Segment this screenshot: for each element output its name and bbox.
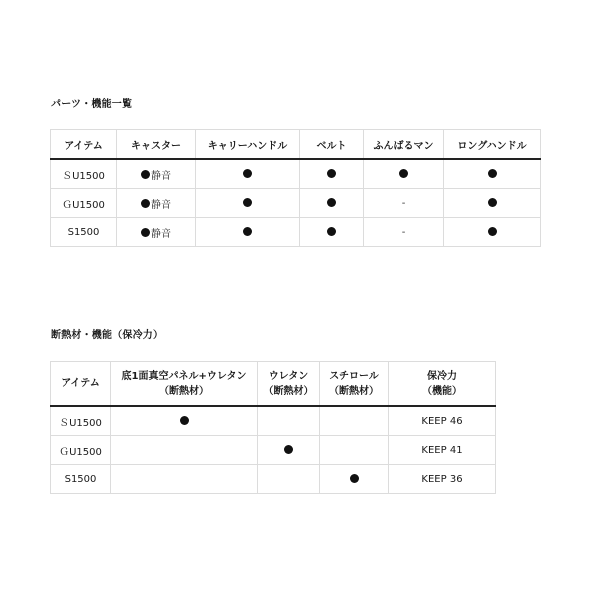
parts-section-title: パーツ・機能一覧: [51, 99, 133, 110]
urethane-cell: [258, 465, 320, 494]
long-handle-cell: [444, 159, 541, 189]
header-urethane-line1: ウレタン: [268, 370, 309, 382]
filled-dot-icon: [243, 169, 252, 178]
header-keep: [389, 362, 496, 407]
filled-dot-icon: [488, 169, 497, 178]
filled-dot-icon: [399, 169, 408, 178]
filled-dot-icon: [488, 198, 497, 207]
table-row: [51, 406, 496, 436]
funbaruman-cell: [364, 159, 444, 189]
styrofoam-cell: [320, 465, 389, 494]
header-caster: キャスター: [117, 130, 196, 160]
header-keep-line2: （機能）: [422, 385, 462, 397]
belt-cell: [300, 159, 364, 189]
caster-indicator: [141, 225, 171, 240]
item-cell: ＳU1500: [51, 406, 111, 436]
long-handle-cell: [444, 189, 541, 218]
vacuum-panel-cell: [111, 406, 258, 436]
vacuum-panel-cell: [111, 436, 258, 465]
urethane-cell: [258, 406, 320, 436]
filled-dot-icon: [141, 228, 150, 237]
item-cell: ＧU1500: [51, 189, 117, 218]
header-funbaruman: ふんばるマン: [364, 130, 444, 160]
item-cell: ＧU1500: [51, 436, 111, 465]
carry-handle-cell: [196, 159, 300, 189]
header-styro-line1: スチロール: [329, 370, 379, 382]
caster-label: 静音: [151, 228, 171, 240]
urethane-cell: [258, 436, 320, 465]
long-handle-cell: [444, 218, 541, 247]
caster-cell: [117, 218, 196, 247]
parts-header-row: [51, 130, 541, 160]
filled-dot-icon: [141, 170, 150, 179]
header-urethane: [258, 362, 320, 407]
filled-dot-icon: [350, 474, 359, 483]
header-long-handle: ロングハンドル: [444, 130, 541, 160]
filled-dot-icon: [180, 416, 189, 425]
belt-cell: [300, 189, 364, 218]
header-item: アイテム: [51, 130, 117, 160]
table-row: [51, 218, 541, 247]
styrofoam-cell: [320, 406, 389, 436]
keep-cell: KEEP 36: [389, 465, 496, 494]
item-cell: ＳU1500: [51, 159, 117, 189]
filled-dot-icon: [327, 169, 336, 178]
funbaruman-cell: [364, 218, 444, 247]
table-row: [51, 465, 496, 494]
keep-cell: KEEP 41: [389, 436, 496, 465]
table-row: [51, 189, 541, 218]
insulation-header-row: [51, 362, 496, 407]
vacuum-panel-cell: [111, 465, 258, 494]
header-vacuum-line2: （断熱材）: [159, 385, 209, 397]
caster-indicator: [141, 196, 171, 211]
dash-mark: -: [401, 226, 406, 238]
filled-dot-icon: [284, 445, 293, 454]
insulation-table: [50, 361, 496, 494]
carry-handle-cell: [196, 189, 300, 218]
filled-dot-icon: [141, 199, 150, 208]
item-cell: S1500: [51, 218, 117, 247]
filled-dot-icon: [243, 198, 252, 207]
filled-dot-icon: [327, 198, 336, 207]
belt-cell: [300, 218, 364, 247]
caster-label: 静音: [151, 199, 171, 211]
item-cell: S1500: [51, 465, 111, 494]
header-vacuum-line1: 底1面真空パネル+ウレタン: [121, 370, 247, 382]
header-vacuum-panel: [111, 362, 258, 407]
header-urethane-line2: （断熱材）: [263, 385, 314, 397]
header-belt: ベルト: [300, 130, 364, 160]
dash-mark: -: [401, 197, 406, 209]
styrofoam-cell: [320, 436, 389, 465]
table-row: [51, 159, 541, 189]
carry-handle-cell: [196, 218, 300, 247]
parts-table: [50, 129, 541, 247]
funbaruman-cell: [364, 189, 444, 218]
caster-cell: [117, 189, 196, 218]
filled-dot-icon: [243, 227, 252, 236]
filled-dot-icon: [327, 227, 336, 236]
header-item: アイテム: [51, 362, 111, 407]
header-styro-line2: （断熱材）: [329, 385, 379, 397]
table-row: [51, 436, 496, 465]
caster-label: 静音: [151, 170, 171, 182]
caster-indicator: [141, 167, 171, 182]
caster-cell: [117, 159, 196, 189]
insulation-section-title: 断熱材・機能（保冷力）: [51, 330, 164, 341]
header-carry-handle: キャリーハンドル: [196, 130, 300, 160]
filled-dot-icon: [488, 227, 497, 236]
keep-cell: KEEP 46: [389, 406, 496, 436]
header-keep-line1: 保冷力: [427, 370, 457, 382]
header-styrofoam: [320, 362, 389, 407]
